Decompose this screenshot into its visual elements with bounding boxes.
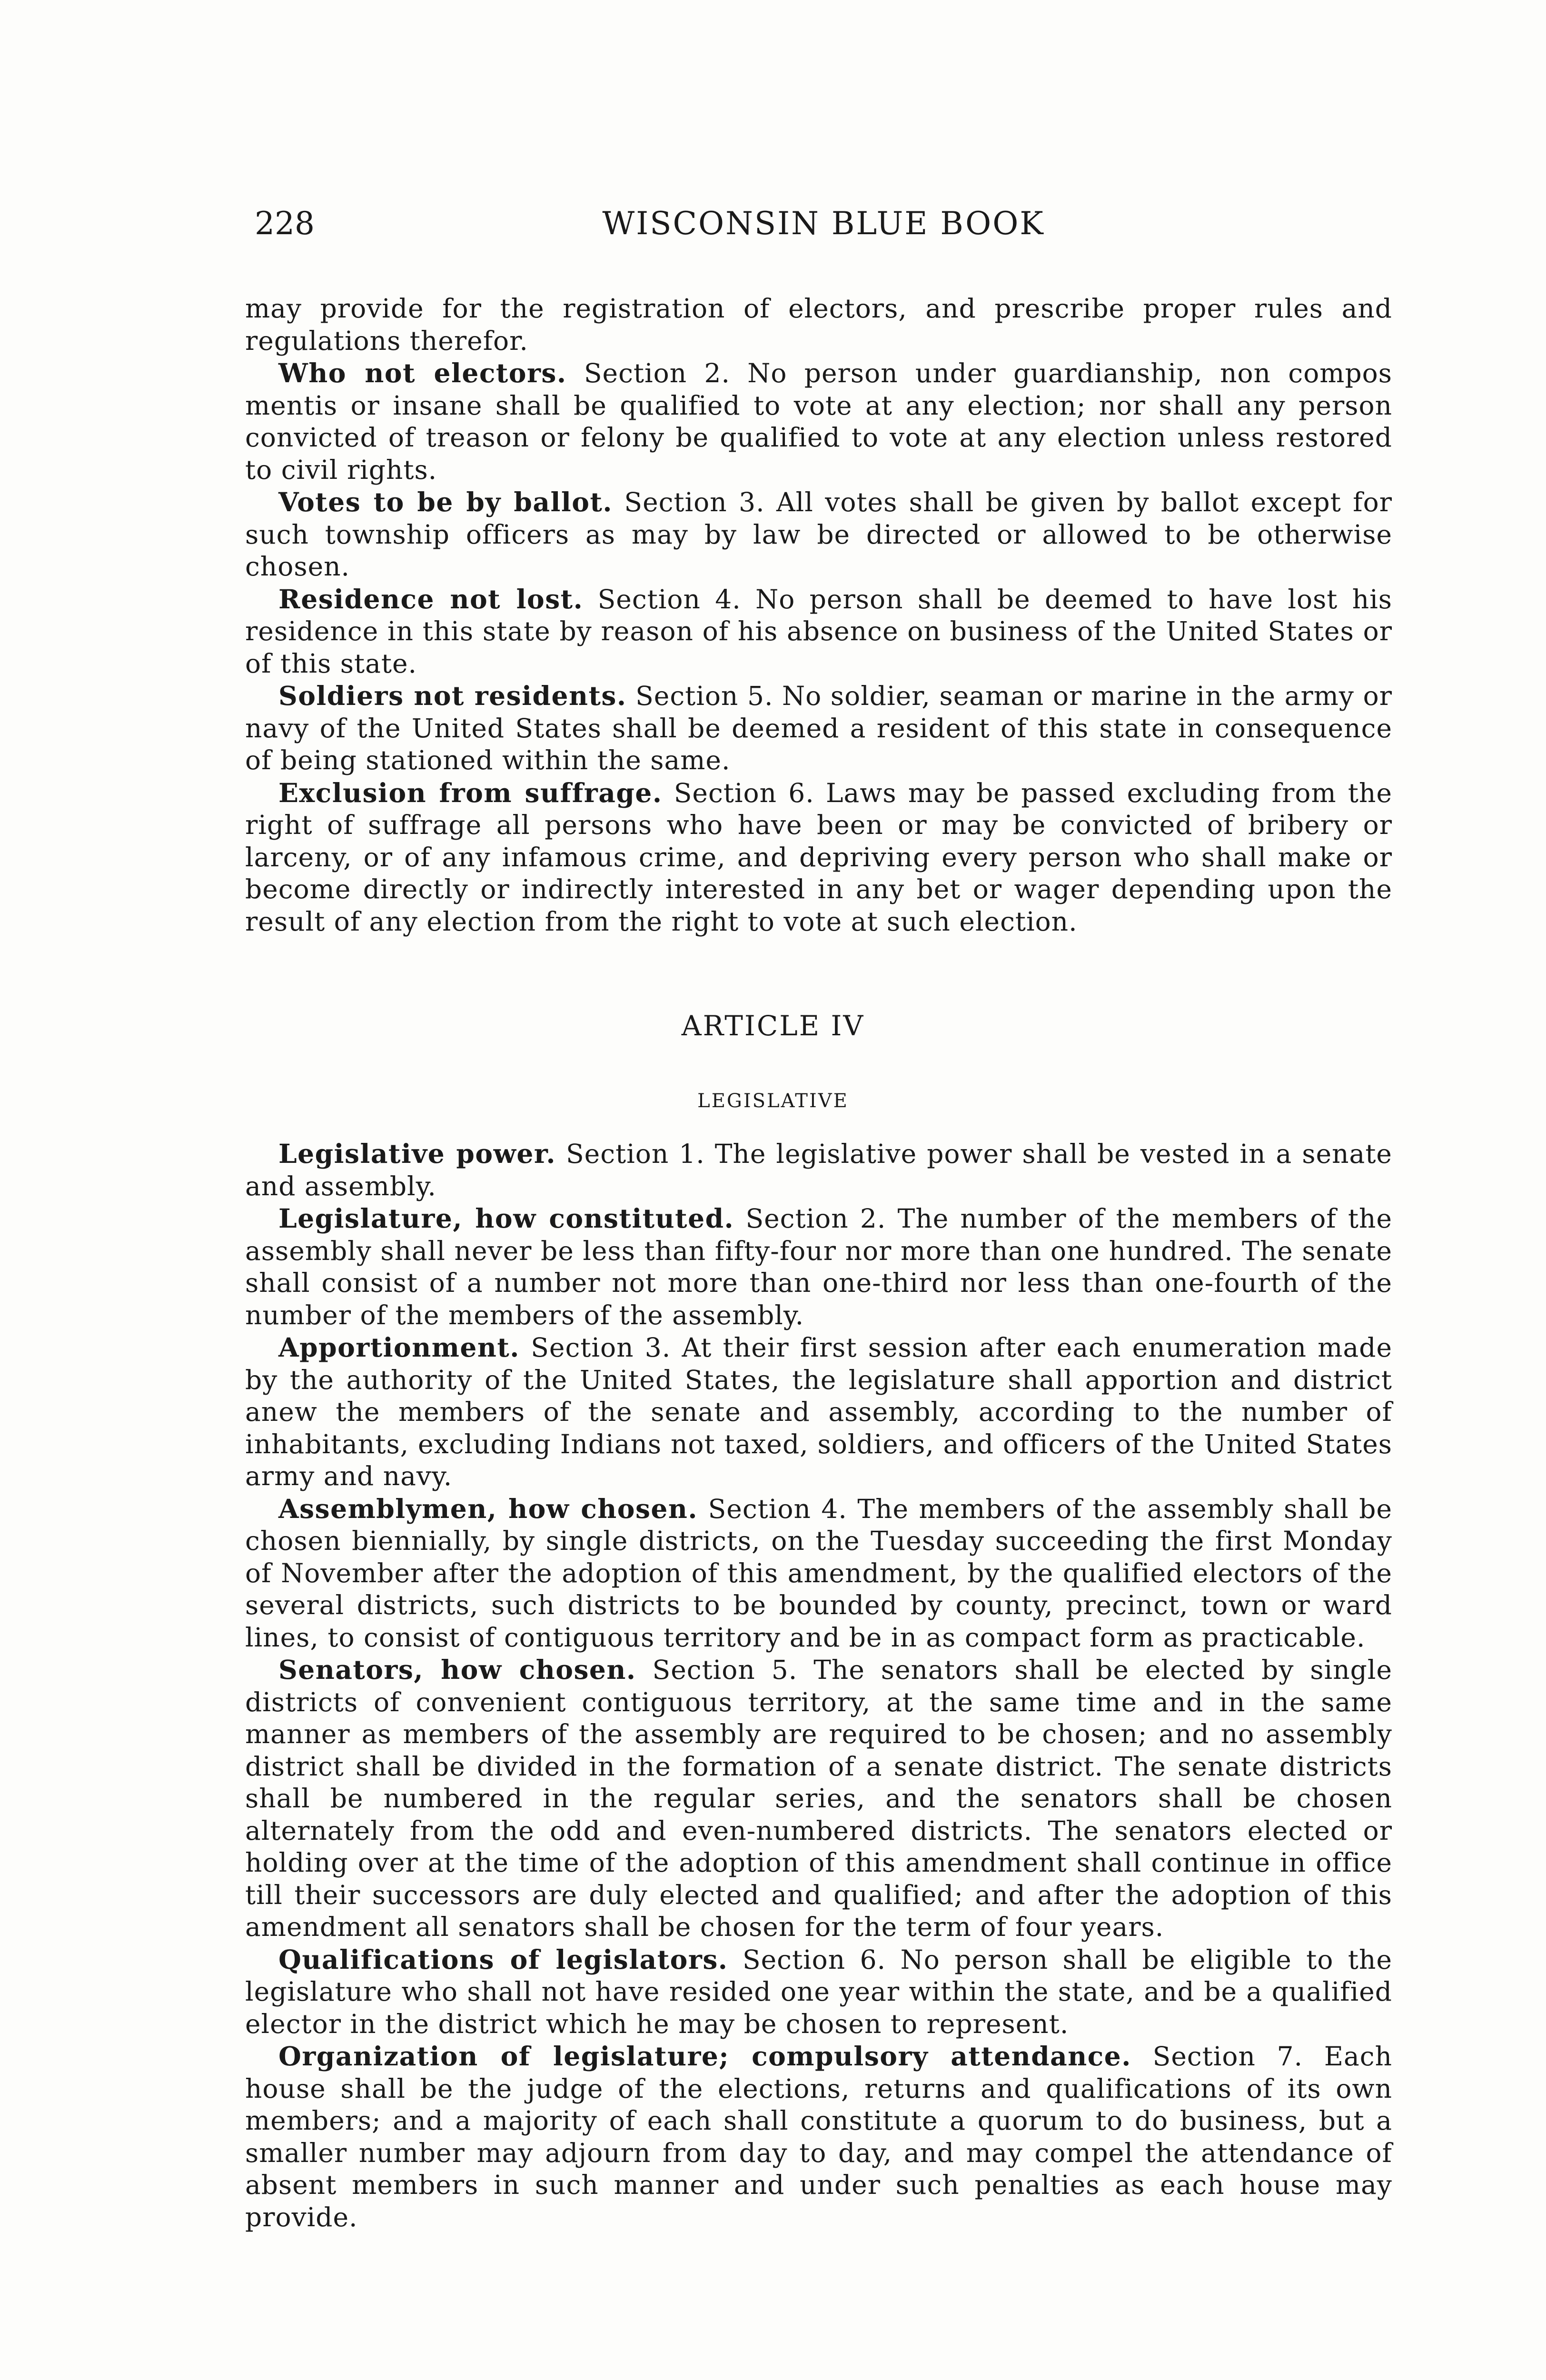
section-heading: Assemblymen, how chosen. [278, 1493, 698, 1524]
section-paragraph [245, 1138, 1392, 1202]
article-iv-body [245, 1138, 1392, 2233]
section-paragraph [245, 680, 1392, 777]
section-text: Section 4. No person shall be deemed to have lost his residence in this state by reason of his absence on business of the United States or of this state. [245, 584, 1393, 679]
section-heading: Qualifications of legislators. [278, 1944, 728, 1975]
running-head [255, 202, 1392, 245]
section-text: Section 6. No person shall be eligible to the legislature who shall not have resided one year within the state, and be a qualified elector in the district which he may be chosen to represent. [245, 1944, 1392, 2039]
section-text: Section 4. The members of the assembly shall be chosen biennially, by single districts, on the Tuesday succeeding the first Monday of November after the adoption of this amendment, by the qualified electors of the several districts, such districts to be bounded by county, precinct, town or ward lines, to consist of contiguous territory and be in as compact form as practicable. [245, 1493, 1393, 1653]
section-text: Section 2. The number of the members of the assembly shall never be less than fifty-four nor more than one hundred. The senate shall consist of a number not more than one-third nor less than one-fourth of the number of the members of the assembly. [245, 1203, 1393, 1330]
section-text: Section 6. Laws may be passed excluding from the right of suffrage all persons who have been or may be convicted of bribery or larceny, or of any infamous crime, and depriving every person who shall make or become directly or indirectly interested in any bet or wager depending upon the result of any election from the right to vote at such election. [245, 777, 1392, 937]
page-number: 228 [255, 205, 315, 242]
section-heading: Residence not lost. [278, 583, 584, 615]
section-text: Section 7. Each house shall be the judge of the elections, returns and qualifications of its own members; and a majority of each shall constitute a quorum to do business, but a smaller number may adjourn from day to day, and may compel the attendance of absent members in such manner and under such penalties as each house may provide. [245, 2041, 1393, 2232]
article-title: ARTICLE IV [681, 1010, 865, 1042]
section-paragraph [245, 357, 1392, 486]
section-paragraph [245, 583, 1392, 680]
section-text: Section 3. At their first session after each enumeration made by the authority of the United States, the legislature shall apportion and district anew the members of the senate and assembly, according to the number of inhabitants, excluding Indians not taxed, soldiers, and officers of the United States army and navy. [245, 1332, 1392, 1491]
section-paragraph [245, 1944, 1392, 2041]
section-paragraph [245, 486, 1392, 583]
section-paragraph [245, 2040, 1392, 2233]
section-heading: Legislature, how constituted. [278, 1203, 734, 1234]
section-text: Section 2. No person under guardianship, non compos mentis or insane shall be qualified to vote at any election; nor shall any person convicted of treason or felony be qualified to vote at any election unless restored to civil rights. [245, 358, 1393, 485]
section-heading: Exclusion from suffrage. [278, 777, 663, 808]
section-paragraph [245, 1493, 1392, 1654]
section-heading: Organization of legislature; compulsory attendance. [278, 2041, 1131, 2072]
section-heading: Apportionment. [278, 1332, 520, 1363]
article-subtitle: LEGISLATIVE [697, 1090, 849, 1112]
section-heading: Legislative power. [278, 1138, 556, 1169]
section-text: Section 1. The legislative power shall be vested in a senate and assembly. [245, 1139, 1392, 1201]
section-text: Section 5. No soldier, seaman or marine in the army or navy of the United States shall be deemed a resident of this state in consequence of being stationed within the same. [245, 681, 1392, 775]
section-text: Section 3. All votes shall be given by ballot except for such township officers as may by law be directed or allowed to be otherwise chosen. [245, 487, 1392, 582]
section-heading: Senators, how chosen. [278, 1654, 636, 1685]
section-text: Section 5. The senators shall be elected by single districts of convenient contiguous territory, at the same time and in the same manner as members of the assembly are required to be chosen; and no assembly district shall be divided in the formation of a senate district. The senate districts shall be numbered in the regular series, and the senators shall be chosen alternately from the odd and even-numbered districts. The senators elected or holding over at the time of the adoption of this amendment shall continue in office till their successors are duly elected and qualified; and after the adoption of this amendment all senators shall be chosen for the term of four years. [245, 1655, 1393, 1942]
book-title: WISCONSIN BLUE BOOK [602, 205, 1045, 242]
section-heading: Soldiers not residents. [278, 680, 627, 711]
section-heading: Votes to be by ballot. [278, 486, 613, 517]
section-paragraph [245, 777, 1392, 938]
section-paragraph [245, 1331, 1392, 1493]
section-paragraph [245, 1654, 1392, 1944]
article-iii-continuation [245, 293, 1392, 938]
section-paragraph [245, 1202, 1392, 1331]
continuation-paragraph: may provide for the registration of electors, and prescribe proper rules and regulations therefor. [245, 293, 1392, 356]
section-heading: Who not electors. [278, 357, 567, 388]
